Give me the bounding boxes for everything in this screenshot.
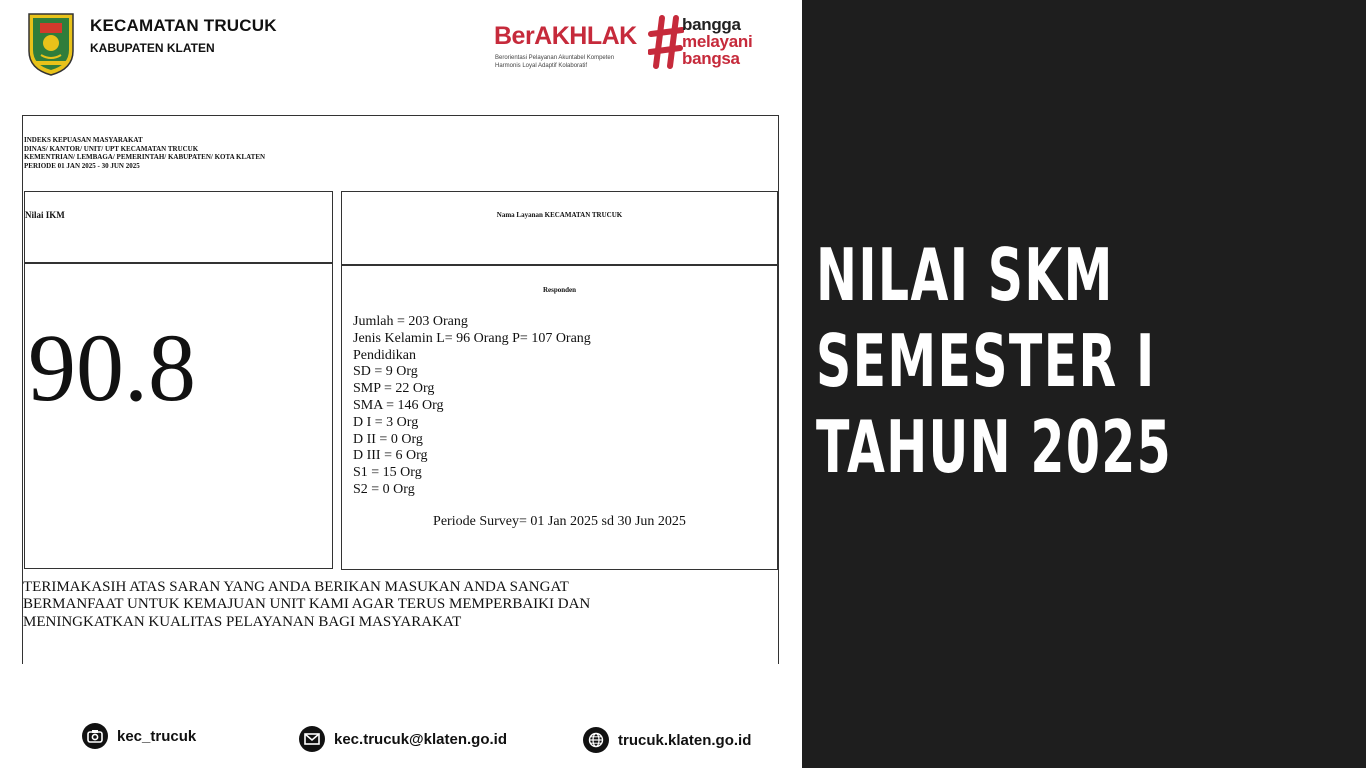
- globe-icon: [583, 727, 609, 753]
- bangga-melayani-logo: [648, 14, 766, 70]
- respondent-item: Jenis Kelamin L= 96 Orang P= 107 Orang: [353, 330, 591, 346]
- respondent-item: SMP = 22 Org: [353, 381, 435, 397]
- slogan-line-2: melayani: [682, 32, 753, 51]
- berakhlak-wordmark: BerAKHLAK: [494, 22, 637, 50]
- service-name-cell: [341, 191, 778, 266]
- doc-head-line: DINAS/ KANTOR/ UNIT/ UPT KECAMATAN TRUCUK: [24, 144, 199, 153]
- poster-title: [816, 232, 1183, 490]
- respondent-item: SD = 9 Org: [353, 364, 418, 380]
- doc-head-line: INDEKS KEPUASAN MASYARAKAT: [24, 136, 143, 144]
- org-name: KECAMATAN TRUCUK: [90, 16, 277, 35]
- slogan-line-3: bangsa: [682, 49, 740, 68]
- org-subtitle: KABUPATEN KLATEN: [90, 41, 215, 55]
- ikm-value: 90.8: [28, 314, 196, 421]
- respondent-item: D III = 6 Org: [353, 448, 428, 464]
- title-line-3: TAHUN 2025: [816, 405, 1173, 489]
- berakhlak-logo: [494, 22, 644, 72]
- ikm-document: [22, 115, 779, 664]
- instagram-contact[interactable]: [82, 723, 196, 749]
- respondent-item: Jumlah = 203 Orang: [353, 314, 468, 329]
- hashtag-icon: [648, 14, 684, 70]
- instagram-handle: kec_trucuk: [117, 727, 197, 745]
- ikm-label: Nilai IKM: [25, 210, 65, 220]
- mail-icon: [299, 726, 325, 752]
- ikm-label-cell: [24, 191, 333, 264]
- service-name-label: Nama Layanan KECAMATAN TRUCUK: [496, 211, 623, 219]
- slogan-line-1: bangga: [682, 15, 741, 34]
- regency-emblem-icon: [26, 11, 76, 77]
- respondent-item: S1 = 15 Org: [353, 465, 422, 481]
- slogan-text: [682, 16, 752, 67]
- respondent-item: D I = 3 Org: [353, 414, 419, 430]
- website-contact[interactable]: [583, 727, 751, 753]
- thank-you-note: TERIMAKASIH ATAS SARAN YANG ANDA BERIKAN MASUKAN ANDA SANGAT BERMANFAAT UNTUK KEMAJUAN UNIT KAMI AGAR TERUS MEMPERBAIKI DAN MENINGKATKAN KUALITAS PELAYANAN BAGI MASYARAKAT: [23, 579, 591, 630]
- email-contact[interactable]: [299, 726, 507, 752]
- ikm-value-cell: [24, 262, 333, 569]
- respondent-item: SMA = 146 Org: [353, 397, 444, 413]
- respondent-cell: [341, 264, 778, 570]
- survey-period: Periode Survey= 01 Jan 2025 sd 30 Jun 2025: [433, 514, 686, 529]
- email-address: kec.trucuk@klaten.go.id: [334, 730, 508, 748]
- website-url: trucuk.klaten.go.id: [618, 731, 752, 749]
- camera-icon: [82, 723, 108, 749]
- respondent-list: [353, 314, 591, 499]
- berakhlak-tagline: [495, 54, 614, 70]
- doc-head-line: KEMENTRIAN/ LEMBAGA/ PEMERINTAH/ KABUPATEN/ KOTA KLATEN: [24, 153, 266, 162]
- respondent-item: Pendidikan: [353, 347, 416, 363]
- document-header: [24, 136, 265, 170]
- title-line-2: SEMESTER I: [816, 319, 1156, 403]
- berakhlak-tagline-1: Berorientasi Pelayanan Akuntabel Kompeten: [495, 55, 615, 61]
- doc-head-line: PERIODE 01 JAN 2025 - 30 JUN 2025: [24, 161, 140, 170]
- berakhlak-tagline-2: Harmonis Loyal Adaptif Kolaboratif: [495, 63, 588, 69]
- respondent-item: D II = 0 Org: [353, 431, 423, 447]
- respondent-title: Responden: [542, 286, 577, 294]
- respondent-item: S2 = 0 Org: [353, 481, 415, 497]
- title-line-1: NILAI SKM: [816, 233, 1114, 317]
